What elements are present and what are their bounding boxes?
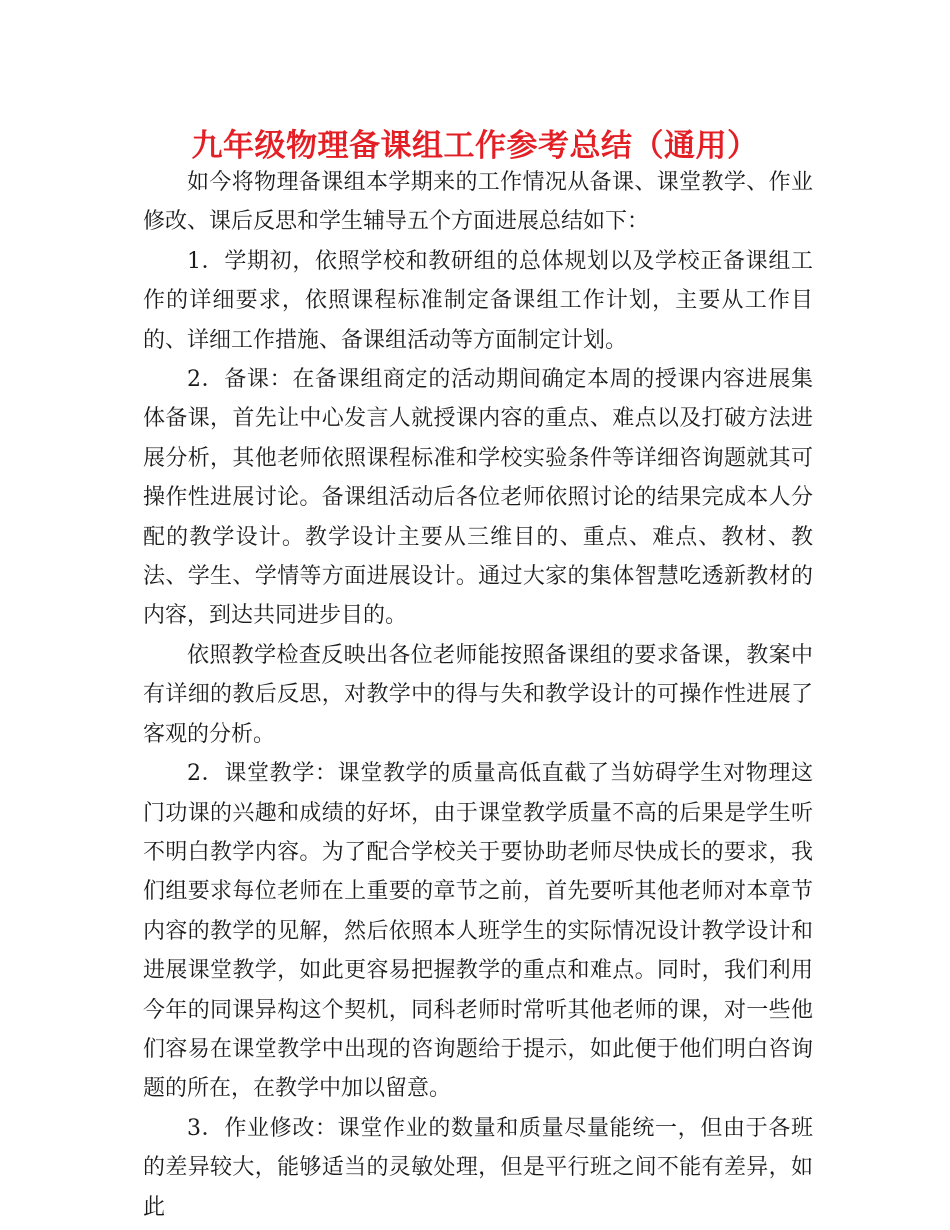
paragraph-homework: 3．作业修改：课堂作业的数量和质量尽量能统一，但由于各班的差异较大，能够适当的灵敏处理，但是平行班之间不能有差异，如此 (143, 1115, 813, 1220)
paragraph-inspection: 依照教学检查反映出各位老师能按照备课组的要求备课，教案中有详细的教后反思，对教学中的得与失和教学设计的可操作性进展了客观的分析。 (143, 642, 813, 747)
paragraph-intro: 如今将物理备课组本学期来的工作情况从备课、课堂教学、作业修改、课后反思和学生辅导五个方面进展总结如下： (143, 170, 813, 235)
document-body (143, 163, 813, 1227)
paragraph-classroom-teaching: 2．课堂教学：课堂教学的质量高低直截了当妨碍学生对物理这门功课的兴趣和成绩的好坏，由于课堂教学质量不高的后果是学生听不明白教学内容。为了配合学校关于要协助老师尽快成长的要求，我们组要求每位老师在上重要的章节之前，首先要听其他老师对本章节内容的教学的见解，然后依照本人班学生的实际情况设计教学设计和进展课堂教学，如此更容易把握教学的重点和难点。同时，我们利用今年的同课异构这个契机，同科老师时常听其他老师的课，对一些他们容易在课堂教学中出现的咨询题给于提示，如此便于他们明白咨询题的所在，在教学中加以留意。 (143, 761, 813, 1102)
paragraph-lesson-prep: 2．备课：在备课组商定的活动期间确定本周的授课内容进展集体备课，首先让中心发言人就授课内容的重点、难点以及打破方法进展分析，其他老师依照课程标准和学校实验条件等详细咨询题就其可操作性进展讨论。备课组活动后各位老师依照讨论的结果完成本人分配的教学设计。教学设计主要从三维目的、重点、难点、教材、教法、学生、学情等方面进展设计。通过大家的集体智慧吃透新教材的内容，到达共同进步目的。 (143, 367, 813, 629)
paragraph-planning: 1．学期初，依照学校和教研组的总体规划以及学校正备课组工作的详细要求，依照课程标准制定备课组工作计划，主要从工作目的、详细工作措施、备课组活动等方面制定计划。 (143, 248, 813, 353)
document-title: 九年级物理备课组工作参考总结（通用） (191, 128, 759, 164)
